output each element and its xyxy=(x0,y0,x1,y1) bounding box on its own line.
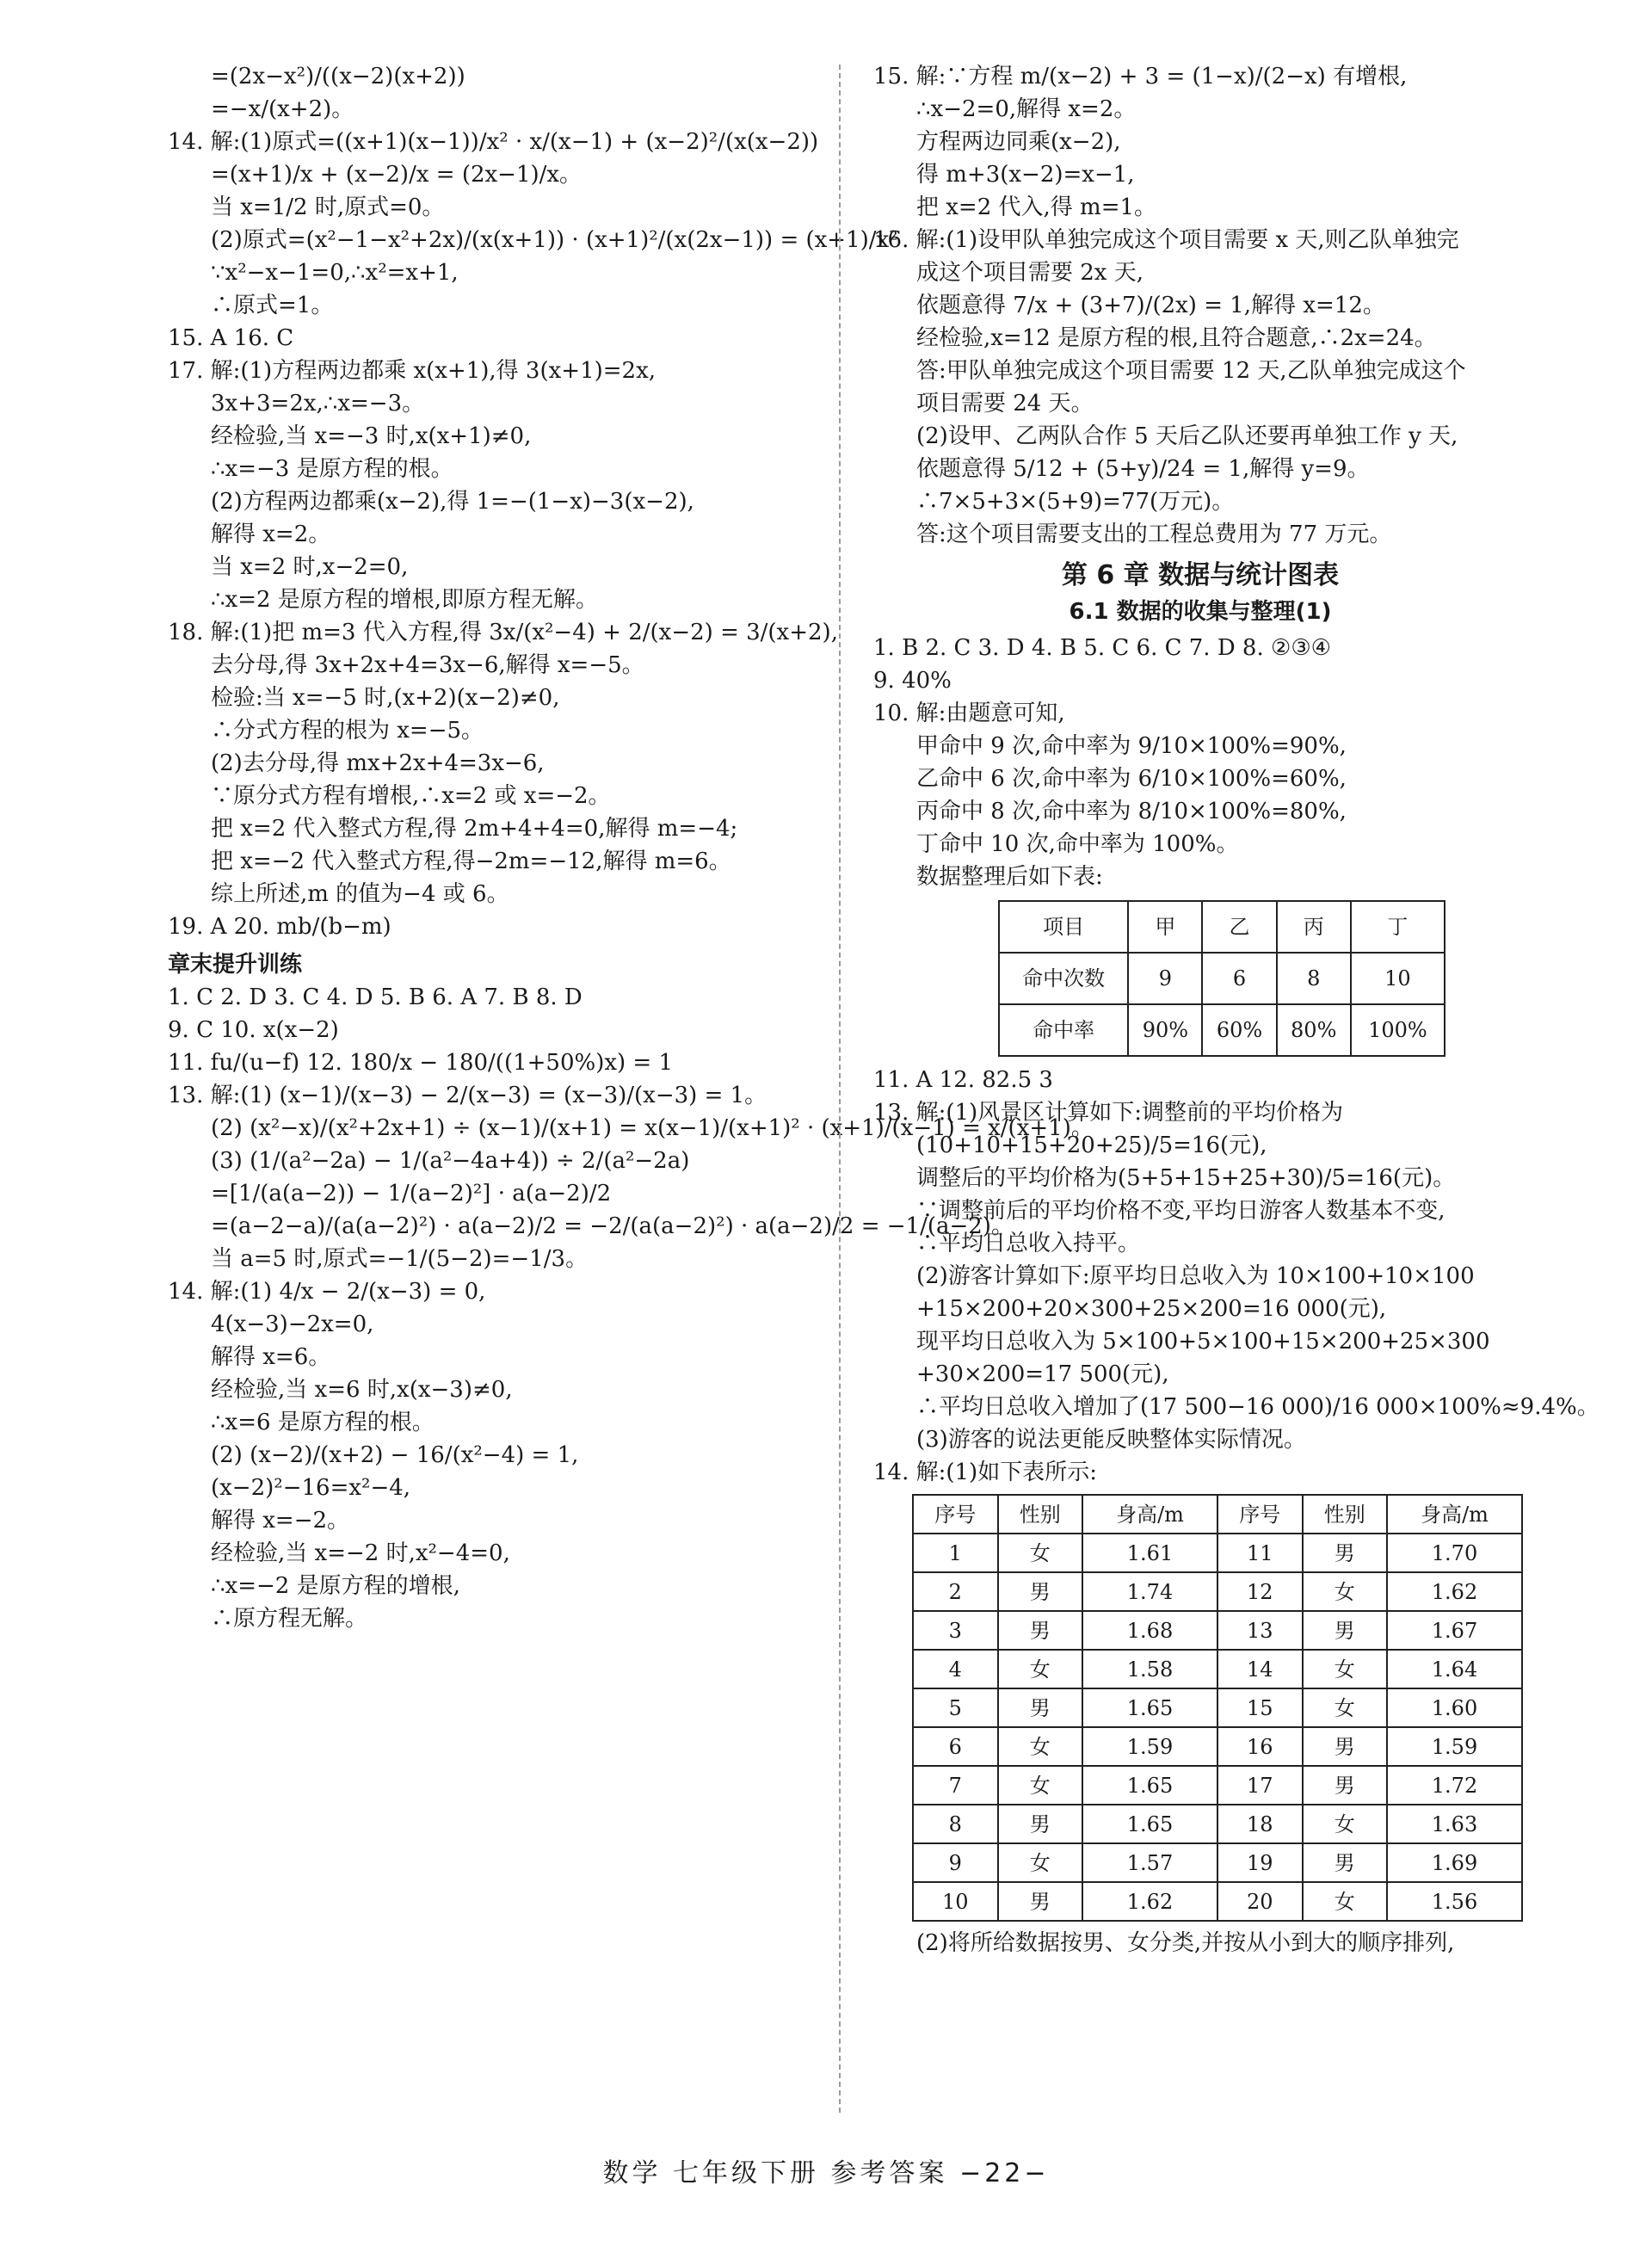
answer-line: 10. 解:由题意可知, xyxy=(873,701,1065,726)
answer-line: ∴x=2 是原方程的增根,即原方程无解。 xyxy=(211,587,599,613)
table-cell: 1.67 xyxy=(1387,1611,1522,1650)
answer-line: 13. 解:(1)风景区计算如下:调整前的平均价格为 xyxy=(873,1100,1343,1126)
table-cell: 1.65 xyxy=(1082,1688,1217,1727)
answer-line: 乙命中 6 次,命中率为 6/10×100%=60%, xyxy=(916,766,1347,792)
answer-line: 答:甲队单独完成这个项目需要 12 天,乙队单独完成这个 xyxy=(916,358,1466,384)
table-cell: 甲 xyxy=(1128,901,1202,953)
answer-line: 丙命中 8 次,命中率为 8/10×100%=80%, xyxy=(916,799,1347,824)
table-cell: 60% xyxy=(1202,1004,1276,1056)
answer-line: 14. 解:(1)如下表所示: xyxy=(873,1460,1097,1485)
table-cell: 1.70 xyxy=(1387,1534,1522,1572)
table-cell: 男 xyxy=(1303,1843,1388,1882)
answer-line: 17. 解:(1)方程两边都乘 x(x+1),得 3(x+1)=2x, xyxy=(168,358,656,384)
table-cell: 乙 xyxy=(1202,901,1276,953)
answer-line: =(2x−x²)/((x−2)(x+2)) xyxy=(211,64,465,89)
table-row xyxy=(913,1534,1522,1572)
table-cell: 丙 xyxy=(1277,901,1351,953)
table-cell: 女 xyxy=(1303,1882,1388,1921)
answer-line: 丁命中 10 次,命中率为 100%。 xyxy=(916,831,1239,857)
answer-line: 现平均日总收入为 5×100+5×100+15×200+25×300 xyxy=(916,1329,1490,1355)
height-table xyxy=(912,1494,1523,1922)
table-cell: 8 xyxy=(1277,953,1351,1004)
table-cell: 女 xyxy=(1303,1688,1388,1727)
answer-line: 19. A 20. mb/(b−m) xyxy=(168,914,391,940)
answer-line: (x−2)²−16=x²−4, xyxy=(211,1475,411,1501)
answer-line: 当 x=2 时,x−2=0, xyxy=(211,554,409,580)
table-header-cell: 身高/m xyxy=(1082,1495,1217,1534)
answer-line: 把 x=2 代入整式方程,得 2m+4+4=0,解得 m=−4; xyxy=(211,816,738,842)
table-cell: 15 xyxy=(1217,1688,1303,1727)
answer-line: 18. 解:(1)把 m=3 代入方程,得 3x/(x²−4) + 2/(x−2) = 3/(x+2), xyxy=(168,620,838,645)
table-cell: 2 xyxy=(913,1572,998,1611)
table-cell: 男 xyxy=(1303,1611,1388,1650)
table-cell: 男 xyxy=(1303,1727,1388,1766)
answer-line: ∴x=6 是原方程的根。 xyxy=(211,1410,435,1435)
table-cell: 9 xyxy=(1128,953,1202,1004)
answer-line: 4(x−3)−2x=0, xyxy=(211,1312,374,1337)
table-row xyxy=(999,1004,1445,1056)
right-answers-c xyxy=(873,1064,1600,1489)
answer-line: 14. 解:(1) 4/x − 2/(x−3) = 0, xyxy=(168,1279,486,1305)
answer-line: 依题意得 5/12 + (5+y)/24 = 1,解得 y=9。 xyxy=(916,456,1370,482)
answer-line: ∵调整前后的平均价格不变,平均日游客人数基本不变, xyxy=(916,1198,1446,1224)
table-cell: 6 xyxy=(1202,953,1276,1004)
answer-line: ∵原分式方程有增根,∴x=2 或 x=−2。 xyxy=(211,783,611,809)
table-cell: 1.59 xyxy=(1082,1727,1217,1766)
answer-line: 章末提升训练 xyxy=(168,952,303,978)
table-row xyxy=(999,901,1445,953)
answer-line: 解得 x=2。 xyxy=(211,522,331,547)
answer-line: (2)原式=(x²−1−x²+2x)/(x(x+1)) · (x+1)²/(x(2x−1)) = (x+1)/x² xyxy=(211,227,898,253)
table-row xyxy=(913,1611,1522,1650)
answer-line: 经检验,当 x=−3 时,x(x+1)≠0, xyxy=(211,423,532,449)
table-row xyxy=(913,1843,1522,1882)
answer-line: ∴原方程无解。 xyxy=(211,1606,368,1632)
table-cell: 男 xyxy=(1303,1766,1388,1805)
answer-line: (2) (x−2)/(x+2) − 16/(x²−4) = 1, xyxy=(211,1442,579,1468)
table-row xyxy=(999,953,1445,1004)
table-cell: 女 xyxy=(998,1843,1083,1882)
table-cell: 男 xyxy=(998,1688,1083,1727)
answer-line: 方程两边同乘(x−2), xyxy=(916,129,1121,155)
answer-line: 依题意得 7/x + (3+7)/(2x) = 1,解得 x=12。 xyxy=(916,293,1385,318)
answer-line: 当 x=1/2 时,原式=0。 xyxy=(211,194,445,220)
table-cell: 男 xyxy=(1303,1534,1388,1572)
answer-line: (2)去分母,得 mx+2x+4=3x−6, xyxy=(211,750,545,776)
answer-line: 经检验,当 x=−2 时,x²−4=0, xyxy=(211,1540,510,1566)
table-header-cell: 序号 xyxy=(1217,1495,1303,1534)
answer-line: 13. 解:(1) (x−1)/(x−3) − 2/(x−3) = (x−3)/(x−3) = 1。 xyxy=(168,1083,767,1108)
table-cell: 11 xyxy=(1217,1534,1303,1572)
table-cell: 1.56 xyxy=(1387,1882,1522,1921)
table-cell: 命中次数 xyxy=(999,953,1128,1004)
table-cell: 1.74 xyxy=(1082,1572,1217,1611)
table-cell: 1.58 xyxy=(1082,1650,1217,1688)
right-answers-a xyxy=(873,60,1527,551)
table-cell: 90% xyxy=(1128,1004,1202,1056)
answer-line: ∴原式=1。 xyxy=(211,293,334,318)
table-cell: 3 xyxy=(913,1611,998,1650)
answer-line: (2)游客计算如下:原平均日总收入为 10×100+10×100 xyxy=(916,1263,1475,1289)
table-row xyxy=(913,1882,1522,1921)
column-divider xyxy=(839,65,841,2113)
table-cell: 5 xyxy=(913,1688,998,1727)
table-cell: 9 xyxy=(913,1843,998,1882)
table-row xyxy=(913,1572,1522,1611)
answer-line: 数据整理后如下表: xyxy=(916,864,1103,890)
table-header-cell: 序号 xyxy=(913,1495,998,1534)
table-cell: 6 xyxy=(913,1727,998,1766)
table-cell: 女 xyxy=(998,1650,1083,1688)
answer-line: 把 x=2 代入,得 m=1。 xyxy=(916,194,1157,220)
table-cell: 8 xyxy=(913,1805,998,1843)
table-cell: 17 xyxy=(1217,1766,1303,1805)
answer-line: ∴x=−3 是原方程的根。 xyxy=(211,456,453,482)
table-cell: 1.69 xyxy=(1387,1843,1522,1882)
table-cell: 1.63 xyxy=(1387,1805,1522,1843)
table-cell: 1.57 xyxy=(1082,1843,1217,1882)
right-column xyxy=(873,60,1600,1960)
table-cell: 7 xyxy=(913,1766,998,1805)
table-header-cell: 身高/m xyxy=(1387,1495,1522,1534)
answer-line: =(x+1)/x + (x−2)/x = (2x−1)/x。 xyxy=(211,162,583,188)
table-cell: 女 xyxy=(998,1727,1083,1766)
chapter-title: 第 6 章 数据与统计图表 xyxy=(1061,560,1340,590)
table-cell: 1.65 xyxy=(1082,1805,1217,1843)
table-cell: 女 xyxy=(998,1534,1083,1572)
table-cell: 1.64 xyxy=(1387,1650,1522,1688)
answer-line: (3)游客的说法更能反映整体实际情况。 xyxy=(916,1427,1306,1453)
answer-line: =−x/(x+2)。 xyxy=(211,96,354,122)
answer-line: 1. B 2. C 3. D 4. B 5. C 6. C 7. D 8. ②③④ xyxy=(873,635,1331,661)
table-cell: 20 xyxy=(1217,1882,1303,1921)
answer-line: (2) (x²−x)/(x²+2x+1) ÷ (x−1)/(x+1) = x(x−1)/(x+1)² · (x+1)/(x−1) = x/(x+1)。 xyxy=(211,1115,1094,1141)
table-cell: 1.62 xyxy=(1082,1882,1217,1921)
answer-line: 11. fu/(u−f) 12. 180/x − 180/((1+50%)x) = 1 xyxy=(168,1050,674,1076)
answer-line: 去分母,得 3x+2x+4=3x−6,解得 x=−5。 xyxy=(211,652,644,678)
table-cell: 女 xyxy=(1303,1805,1388,1843)
table-cell: 1.59 xyxy=(1387,1727,1522,1766)
answer-line: ∴平均日总收入持平。 xyxy=(916,1231,1141,1256)
answer-line: 项目需要 24 天。 xyxy=(916,391,1094,417)
answer-line: ∴x−2=0,解得 x=2。 xyxy=(916,96,1137,122)
table-row xyxy=(913,1805,1522,1843)
table-header-cell: 性别 xyxy=(1303,1495,1388,1534)
answer-line: 解得 x=−2。 xyxy=(211,1508,350,1534)
table-cell: 1.72 xyxy=(1387,1766,1522,1805)
answer-line: ∴分式方程的根为 x=−5。 xyxy=(211,718,484,744)
answer-line: 1. C 2. D 3. C 4. D 5. B 6. A 7. B 8. D xyxy=(168,984,583,1010)
table-cell: 80% xyxy=(1277,1004,1351,1056)
table-cell: 100% xyxy=(1351,1004,1445,1056)
answer-line: ∴平均日总收入增加了(17 500−16 000)/16 000×100%≈9.4%。 xyxy=(916,1394,1600,1420)
answer-line: 成这个项目需要 2x 天, xyxy=(916,260,1143,286)
section-title: 6.1 数据的收集与整理(1) xyxy=(1069,599,1332,625)
answer-line: 9. C 10. x(x−2) xyxy=(168,1017,339,1043)
answer-line: (3) (1/(a²−2a) − 1/(a²−4a+4)) ÷ 2/(a²−2a) xyxy=(211,1148,690,1174)
answer-line: 经检验,x=12 是原方程的根,且符合题意,∴2x=24。 xyxy=(916,325,1437,351)
table-cell: 13 xyxy=(1217,1611,1303,1650)
table-cell: 男 xyxy=(998,1611,1083,1650)
answer-line: (2)将所给数据按男、女分类,并按从小到大的顺序排列, xyxy=(916,1930,1455,1956)
table-cell: 项目 xyxy=(999,901,1128,953)
table-cell: 18 xyxy=(1217,1805,1303,1843)
table-cell: 1.61 xyxy=(1082,1534,1217,1572)
table-row xyxy=(913,1727,1522,1766)
table-cell: 女 xyxy=(1303,1650,1388,1688)
table-cell: 1.68 xyxy=(1082,1611,1217,1650)
table-cell: 19 xyxy=(1217,1843,1303,1882)
answer-line: ∴7×5+3×(5+9)=77(万元)。 xyxy=(916,489,1235,515)
answer-line: 把 x=−2 代入整式方程,得−2m=−12,解得 m=6。 xyxy=(211,849,731,874)
table-cell: 男 xyxy=(998,1882,1083,1921)
answer-line: +15×200+20×300+25×200=16 000(元), xyxy=(916,1296,1387,1322)
answer-line: 得 m+3(x−2)=x−1, xyxy=(916,162,1135,188)
table-cell: 命中率 xyxy=(999,1004,1128,1056)
table-cell: 1 xyxy=(913,1534,998,1572)
answer-line: 检验:当 x=−5 时,(x+2)(x−2)≠0, xyxy=(211,685,560,711)
answer-line: 综上所述,m 的值为−4 或 6。 xyxy=(211,881,509,907)
table-row xyxy=(913,1688,1522,1727)
table-cell: 女 xyxy=(998,1766,1083,1805)
answer-line: (2)设甲、乙两队合作 5 天后乙队还要再单独工作 y 天, xyxy=(916,423,1458,449)
answer-line: 3x+3=2x,∴x=−3。 xyxy=(211,391,425,417)
table-cell: 女 xyxy=(1303,1572,1388,1611)
table-cell: 男 xyxy=(998,1805,1083,1843)
table-cell: 14 xyxy=(1217,1650,1303,1688)
page-footer: 数学 七年级下册 参考答案 −22− xyxy=(602,2158,1050,2188)
answer-line: 15. 解:∵方程 m/(x−2) + 3 = (1−x)/(2−x) 有增根, xyxy=(873,64,1408,89)
answer-line: 答:这个项目需要支出的工程总费用为 77 万元。 xyxy=(916,522,1392,547)
table-cell: 12 xyxy=(1217,1572,1303,1611)
table-cell: 4 xyxy=(913,1650,998,1688)
answer-line: =[1/(a(a−2)) − 1/(a−2)²] · a(a−2)/2 xyxy=(211,1181,612,1207)
answer-line: ∴x=−2 是原方程的增根, xyxy=(211,1573,460,1599)
table-cell: 1.65 xyxy=(1082,1766,1217,1805)
table-header-row xyxy=(913,1495,1522,1534)
table-cell: 丁 xyxy=(1351,901,1445,953)
table-row xyxy=(913,1650,1522,1688)
answer-line: 11. A 12. 82.5 3 xyxy=(873,1067,1053,1093)
answer-line: =(a−2−a)/(a(a−2)²) · a(a−2)/2 = −2/(a(a−2)²) · a(a−2)/2 = −1/(a−2)。 xyxy=(211,1213,1014,1239)
answer-line: (2)方程两边都乘(x−2),得 1=−(1−x)−3(x−2), xyxy=(211,489,694,515)
answer-line: +30×200=17 500(元), xyxy=(916,1361,1169,1387)
table-header-cell: 性别 xyxy=(998,1495,1083,1534)
answer-line: 调整后的平均价格为(5+5+15+25+30)/5=16(元)。 xyxy=(916,1165,1456,1191)
table-cell: 10 xyxy=(913,1882,998,1921)
hit-rate-table xyxy=(998,900,1446,1057)
answer-line: 9. 40% xyxy=(873,668,952,694)
table-cell: 1.62 xyxy=(1387,1572,1522,1611)
answer-line: ∵x²−x−1=0,∴x²=x+1, xyxy=(211,260,459,286)
table-cell: 男 xyxy=(998,1572,1083,1611)
answer-line: 经检验,当 x=6 时,x(x−3)≠0, xyxy=(211,1377,513,1403)
right-answers-d xyxy=(873,1927,1527,1960)
answer-line: 解得 x=6。 xyxy=(211,1344,331,1370)
table-cell: 10 xyxy=(1351,953,1445,1004)
answer-line: (10+10+15+20+25)/5=16(元), xyxy=(916,1133,1267,1158)
right-answers-b xyxy=(873,632,1527,893)
answer-line: 15. A 16. C xyxy=(168,325,294,351)
answer-line: 16. 解:(1)设甲队单独完成这个项目需要 x 天,则乙队单独完 xyxy=(873,227,1459,253)
answer-line: 14. 解:(1)原式=((x+1)(x−1))/x² · x/(x−1) + (x−2)²/(x(x−2)) xyxy=(168,129,819,155)
table-row xyxy=(913,1766,1522,1805)
table-cell: 16 xyxy=(1217,1727,1303,1766)
answer-line: 甲命中 9 次,命中率为 9/10×100%=90%, xyxy=(916,733,1347,759)
answer-line: 当 a=5 时,原式=−1/(5−2)=−1/3。 xyxy=(211,1246,589,1272)
table-cell: 1.60 xyxy=(1387,1688,1522,1727)
